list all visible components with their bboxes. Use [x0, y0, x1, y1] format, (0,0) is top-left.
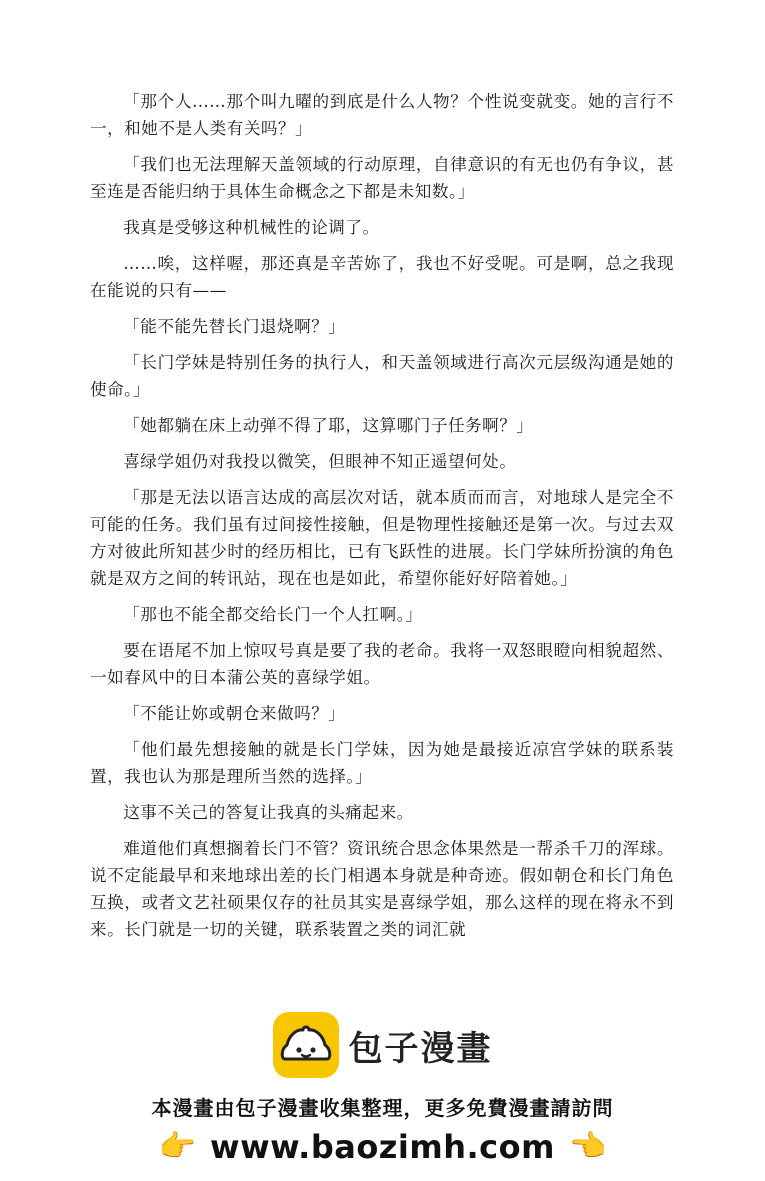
paragraph: 「那也不能全都交给长门一个人扛啊。」 — [123, 605, 423, 624]
bun-face-icon — [273, 1012, 339, 1078]
url-row — [0, 1127, 765, 1167]
brand-name: 包子漫畫 — [348, 1028, 493, 1069]
paragraph: 「那是无法以语言达成的高层次对话，就本质而而言，对地球人是完全不可能的任务。我们虽有过间接性接触，但是物理性接触还是第一次。与过去双方对彼此所知甚少时的经历相比，已有飞跃性的进展。长门学妹所扮演的角色就是双方之间的转讯站，现在也是如此，希望你能好好陪着她。」 — [90, 488, 674, 588]
site-url-link[interactable]: www.baozimh.com — [210, 1128, 555, 1166]
notice-text: 本漫畫由包子漫畫收集整理，更多免費漫畫請訪問 — [151, 1096, 614, 1120]
paragraph: 「我们也无法理解天盖领域的行动原理，自律意识的有无也仍有争议，甚至连是否能归纳于具体生命概念之下都是未知数。」 — [90, 155, 674, 201]
paragraph: 「能不能先替长门退烧啊？」 — [123, 317, 346, 336]
paragraph: ……唉，这样喔，那还真是辛苦妳了，我也不好受呢。可是啊，总之我现在能说的只有—— — [90, 254, 674, 300]
paragraph: 「不能让妳或朝仓来做吗？」 — [123, 704, 346, 723]
paragraph: 这事不关己的答复让我真的头痛起来。 — [123, 803, 414, 822]
paragraph: 「他们最先想接触的就是长门学妹，因为她是最接近凉宫学妹的联系装置，我也认为那是理所当然的选择。」 — [90, 740, 674, 786]
novel-text-body — [90, 88, 674, 952]
brand-row — [0, 1010, 765, 1080]
paragraph: 「她都躺在床上动弹不得了耶，这算哪门子任务啊？」 — [123, 416, 534, 435]
pointing-left-hand-icon: 👈 — [568, 1129, 607, 1164]
paragraph: 我真是受够这种机械性的论调了。 — [123, 218, 380, 237]
watermark-footer — [0, 1010, 765, 1167]
pointing-right-hand-icon: 👉 — [158, 1129, 197, 1164]
paragraph: 要在语尾不加上惊叹号真是要了我的老命。我将一双怒眼瞪向相貌超然、一如春风中的日本蒲公英的喜绿学姐。 — [90, 641, 674, 687]
paragraph: 喜绿学姐仍对我投以微笑，但眼神不知正遥望何处。 — [123, 452, 517, 471]
paragraph: 「那个人……那个叫九曜的到底是什么人物？个性说变就变。她的言行不一，和她不是人类有关吗？」 — [90, 92, 674, 138]
paragraph: 「长门学妹是特别任务的执行人，和天盖领域进行高次元层级沟通是她的使命。」 — [90, 353, 674, 399]
paragraph: 难道他们真想搁着长门不管？资讯统合思念体果然是一帮杀千刀的浑球。说不定能最早和来地球出差的长门相遇本身就是种奇迹。假如朝仓和长门角色互换，或者文艺社硕果仅存的社员其实是喜绿学姐，那么这样的现在将永不到来。长门就是一切的关键，联系装置之类的词汇就 — [90, 839, 674, 939]
